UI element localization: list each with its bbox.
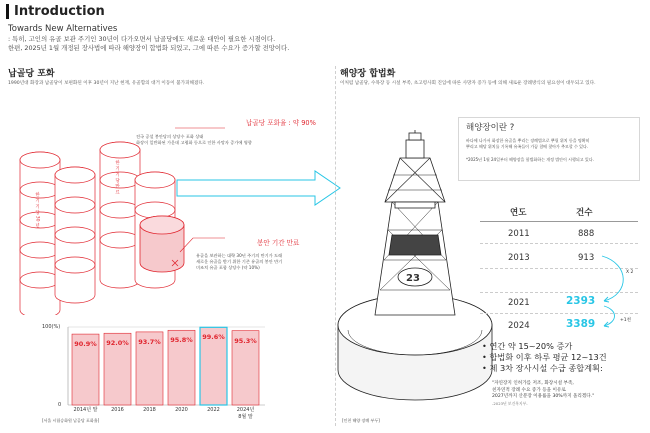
intro-text — [8, 35, 289, 53]
table-cell-count: 913 — [578, 253, 595, 263]
bar-value-label: 99.6% — [202, 333, 225, 342]
intro-line-1: : 특히, 고인의 유골 보관 주기인 30년이 다가오면서 납골당에도 새로운 대안이 필요한 시점이다. — [8, 35, 276, 43]
callout-saturation-title: 납골당 포화율 : 약 90% — [246, 119, 316, 127]
right-heading: 해양장 합법화 — [340, 69, 396, 79]
table-cell-year: 2013 — [508, 253, 530, 263]
table-cell-year: 2011 — [508, 229, 530, 239]
bar-value-label: 93.7% — [138, 337, 161, 346]
buoy-number: 23 — [406, 273, 420, 284]
table-cell-year: 2024 — [508, 321, 530, 331]
bar-value-label: 95.8% — [170, 336, 193, 345]
table-head-year: 연도 — [510, 208, 527, 218]
bar-value-label: 92.0% — [106, 339, 129, 348]
bullet-item: • 제 3차 장사시설 수급 종합계획: — [482, 363, 603, 373]
bar-value-label: 95.3% — [234, 336, 257, 345]
quote-line: 2027년까지 산분장 이용률을 30%까지 올리겠다." — [492, 394, 595, 400]
x-tick-label: 2020 — [175, 407, 188, 413]
bullet-item: • 합법화 이후 하루 평균 12~13건 — [482, 352, 607, 362]
plan-quote — [492, 381, 594, 407]
x-tick-label: 2022 — [207, 407, 220, 413]
column-label-a: 한 기 기 당 30 년 — [34, 192, 40, 228]
quote-line: 친자연적 장례 수요 증가 등을 이유로 — [492, 387, 566, 393]
y-tick-0: 0 — [58, 402, 62, 408]
chart-source: [서울 시립승화원 납골당 포화율] — [42, 418, 100, 423]
right-desc: 이처럼 납골당, 수목장 등 시설 부족, 초고령사회 진입에 따른 사망자 증가 등에 의해 새로운 장례방식의 필요성이 대두되고 있다. — [340, 81, 596, 86]
growth-label-x2: X 2 — [626, 270, 634, 275]
callout-expiry-item: 새로운 유골을 받기 위한 기존 유골의 봉안 만기 — [196, 259, 283, 264]
info-title: 해양장이란 ? — [466, 123, 515, 133]
quote-line: "자연장지 인허가를 저조, 화장시설 부족, — [492, 381, 574, 386]
x-tick-label: 2014년 말 — [73, 407, 98, 413]
callout-expiry-title: 봉안 기간 만료 — [257, 239, 300, 247]
table-divider — [480, 221, 638, 222]
table-cell-count: 2393 — [566, 295, 596, 307]
column-label-b: 한 기 기 당 만 료 — [114, 160, 120, 195]
left-heading: 납골당 포화 — [8, 69, 55, 79]
info-body — [466, 138, 590, 150]
table-cell-count: 3389 — [566, 318, 596, 330]
quote-source: -2023년 보건복지부- — [492, 400, 528, 406]
info-line-2: 뿌리고 해당 위치를 기록해 유족들이 가끔 참배 찾아가 추모할 수 있다. — [466, 144, 589, 149]
intro-line-2: 한편, 2025년 1월 개정된 장사법에 따라 해양장이 합법화 되었고, 그에 따른 수요가 증가할 전망이다. — [8, 44, 290, 52]
bullet-list — [482, 341, 607, 374]
y-tick-100: 100(%) — [42, 324, 61, 330]
x-tick-label: 2018 — [143, 407, 156, 413]
arrow-icon — [175, 168, 345, 208]
callout-expiry-list — [196, 253, 282, 271]
info-note: *2025년 1월 24일부터 해양장을 합법화하는 개정 법안이 시행되고 있다. — [466, 157, 594, 162]
callout-expiry-item: 미조치 유골 포함 상당수 (약 10%) — [196, 265, 260, 270]
callout-saturation-item: 전국 공설 봉안당의 상당수 포화 상태 — [136, 134, 204, 139]
right-source: [인천 해양 장례 부두] — [342, 418, 380, 423]
callout-saturation-item: 화장이 일반화된 가운데 고령화 등으로 인한 사망자 증가에 영향 — [136, 140, 252, 145]
table-cell-year: 2021 — [508, 298, 530, 308]
urn-columns-illustration — [10, 120, 225, 315]
table-head-count: 건수 — [576, 208, 593, 218]
table-cell-count: 888 — [578, 229, 595, 239]
x-tick-label: 2024년 8월 말 — [236, 407, 255, 420]
growth-label-plus: +1천 — [620, 318, 631, 323]
page-subtitle: Towards New Alternatives — [8, 24, 118, 34]
page-title: Introduction — [6, 4, 105, 19]
info-line-1: 바다에 나가서 화장한 유골을 뿌리는 장례법으로 뿌릴 위치 등을 명확히 — [466, 138, 590, 143]
bar-value-label: 90.9% — [74, 340, 97, 349]
left-desc: 1990년대 화장과 납골당이 보편화된 이후 30년이 지난 현재, 유골함의 대거 이동이 불가피해졌다. — [8, 81, 205, 86]
callout-expiry-item: 유골을 보관하는 대략 30년 주기의 만기가 도래 — [196, 253, 283, 258]
table-divider — [480, 243, 638, 244]
callout-saturation-list — [136, 134, 252, 146]
x-tick-label: 2016 — [111, 407, 124, 413]
bullet-item: • 연간 약 15~20% 증가 — [482, 341, 573, 351]
